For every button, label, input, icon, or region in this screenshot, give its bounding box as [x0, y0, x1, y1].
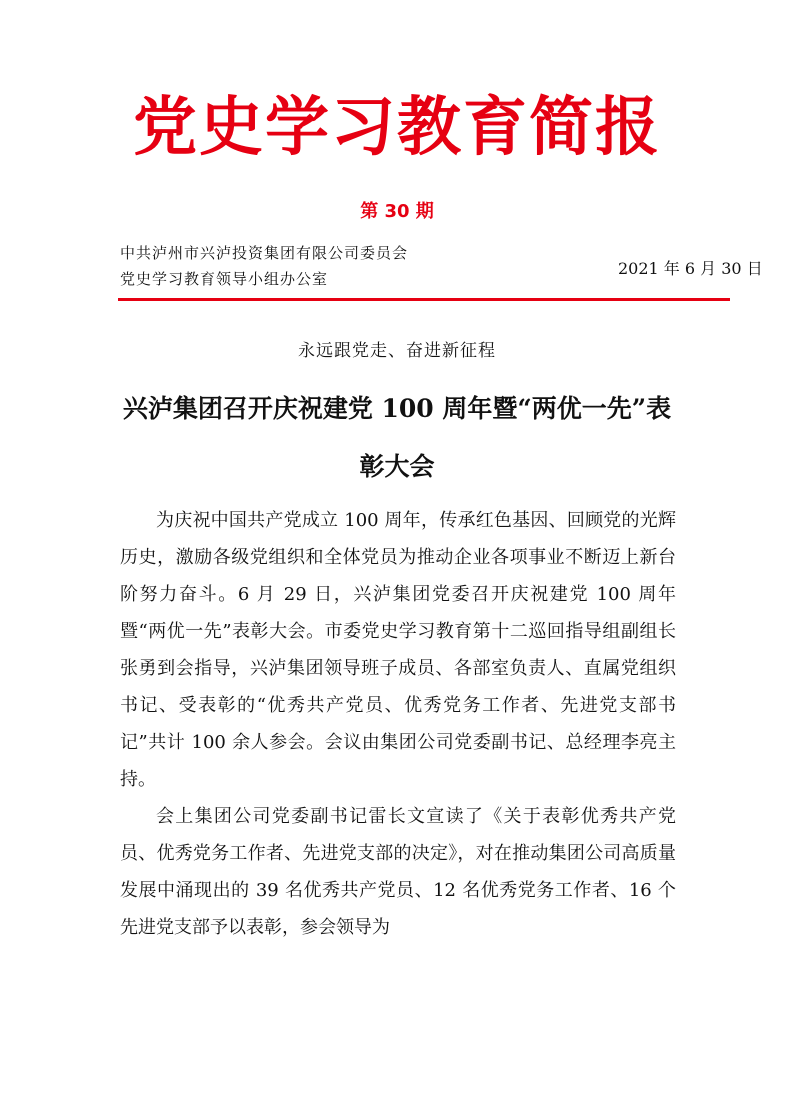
issue-date: 2021 年 6 月 30 日	[618, 259, 763, 278]
article-body	[120, 502, 676, 946]
issuing-organization	[120, 240, 408, 292]
header-divider	[118, 298, 730, 301]
org-line-1: 中共泸州市兴泸投资集团有限公司委员会	[120, 244, 409, 262]
article-subtitle: 永远跟党走、奋进新征程	[298, 341, 496, 361]
issue-number: 第 30 期	[360, 201, 434, 222]
masthead-title: 党史学习教育简报	[133, 91, 661, 165]
article-headline: 兴泸集团召开庆祝建党 100 周年暨“两优一先”表彰大会	[122, 394, 672, 481]
body-paragraph: 会上集团公司党委副书记雷长文宣读了《关于表彰优秀共产党员、优秀党务工作者、先进党支部的决定》，对在推动集团公司高质量发展中涌现出的 39 名优秀共产党员、12 名优秀党务工作者、16 个先进党支部予以表彰，参会领导为	[120, 806, 676, 938]
body-paragraph: 为庆祝中国共产党成立 100 周年，传承红色基因、回顾党的光辉历史，激励各级党组织和全体党员为推动企业各项事业不断迈上新台阶努力奋斗。6 月 29 日，兴泸集团党委召开庆祝建党 100 周年暨“两优一先”表彰大会。市委党史学习教育第十二巡回指导组副组长张勇到会指导，兴泸集团领导班子成员、各部室负责人、直属党组织书记、受表彰的“优秀共产党员、优秀党务工作者、先进党支部书记”共计 100 余人参会。会议由集团公司党委副书记、总经理李亮主持。	[120, 510, 676, 790]
org-line-2: 党史学习教育领导小组办公室	[120, 270, 329, 288]
